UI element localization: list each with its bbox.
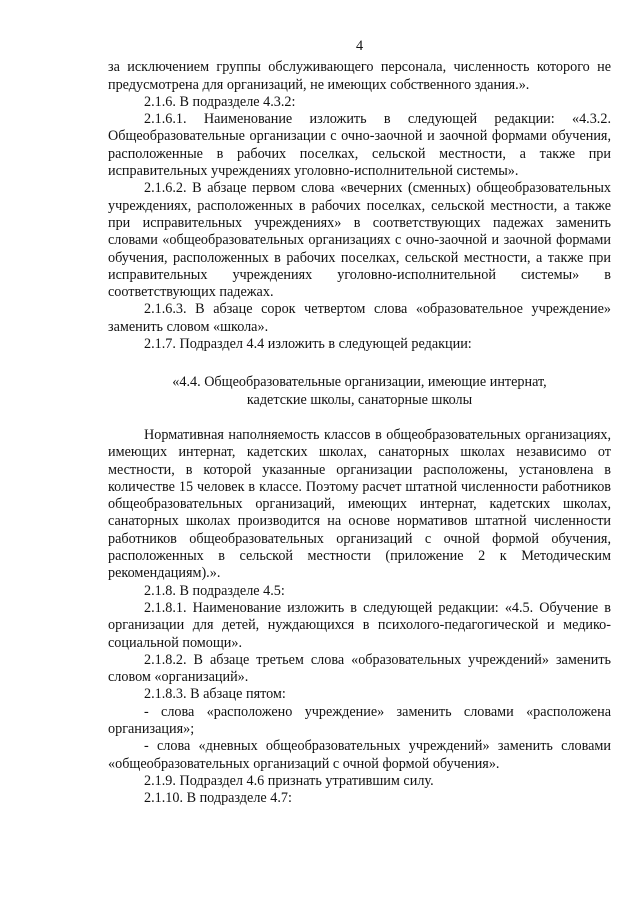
list-item-2: - слова «дневных общеобразовательных учреждений» заменить словами «общеобразовательных организаций с очной формой обучения». (108, 738, 611, 772)
section-heading-line-2: кадетские школы, санаторные школы (246, 391, 473, 408)
paragraph-2-1-8-1: 2.1.8.1. Наименование изложить в следующей редакции: «4.5. Обучение в организации для детей, нуждающихся в психолого-педагогической и медико-социальной помощи». (108, 599, 611, 651)
paragraph-2-1-6-1: 2.1.6.1. Наименование изложить в следующей редакции: «4.3.2. Общеобразовательные организации с очно-заочной и заочной формами обучения, расположенные в рабочих поселках, сельской местности, а также при исправительных учреждениях уголовно-исполнительной системы». (108, 111, 611, 180)
paragraph-2-1-7: 2.1.7. Подраздел 4.4 изложить в следующей редакции: (144, 336, 472, 353)
section-heading-4-4 (108, 374, 611, 409)
section-heading-line-1: «4.4. Общеобразовательные организации, имеющие интернат, (172, 374, 547, 391)
paragraph-2-1-6: 2.1.6. В подразделе 4.3.2: (144, 93, 296, 110)
paragraph-2-1-8-3: 2.1.8.3. В абзаце пятом: (144, 686, 286, 703)
paragraph-normative: Нормативная наполняемость классов в общеобразовательных организациях, имеющих интернат, кадетских школах, санаторных школах независимо от местности, в которой указанные организации расположены, установлена в количестве 15 человек в классе. Поэтому расчет штатной численности работников общеобразовательных организаций, имеющих интернат, кадетских школах, санаторных школах производится на основе нормативов штатной численности работников общеобразовательных организаций с очной формой обучения, расположенных в сельской местности (приложение 2 к Методическим рекомендациям).». (108, 426, 611, 582)
paragraph-2-1-10: 2.1.10. В подразделе 4.7: (144, 790, 292, 807)
paragraph-continuation: за исключением группы обслуживающего персонала, численность которого не предусмотрена для организаций, не имеющих собственного здания.». (108, 59, 611, 93)
document-page (108, 38, 611, 807)
paragraph-2-1-9: 2.1.9. Подраздел 4.6 признать утратившим силу. (144, 772, 434, 789)
paragraph-2-1-8-2: 2.1.8.2. В абзаце третьем слова «образовательных учреждений» заменить словом «организаций». (108, 651, 611, 686)
paragraph-2-1-8: 2.1.8. В подразделе 4.5: (144, 582, 285, 599)
paragraph-2-1-6-2: 2.1.6.2. В абзаце первом слова «вечерних (сменных) общеобразовательных учреждениях, расположенных в рабочих поселках, сельской местности, а также при исправительных учреждениях» в соответствующих падежах заменить словами «общеобразовательных организациях с очно-заочной и заочной формами обучения, расположенных в рабочих поселках, сельской местности, а также при исправительных учреждениях уголовно-исполнительной системы» в соответствующих падежах. (108, 180, 611, 301)
list-item-1: - слова «расположено учреждение» заменить словами «расположена организация»; (108, 703, 611, 737)
paragraph-2-1-6-3: 2.1.6.3. В абзаце сорок четвертом слова «образовательное учреждение» заменить словом «школа». (108, 301, 611, 335)
page-number: 4 (355, 38, 364, 54)
